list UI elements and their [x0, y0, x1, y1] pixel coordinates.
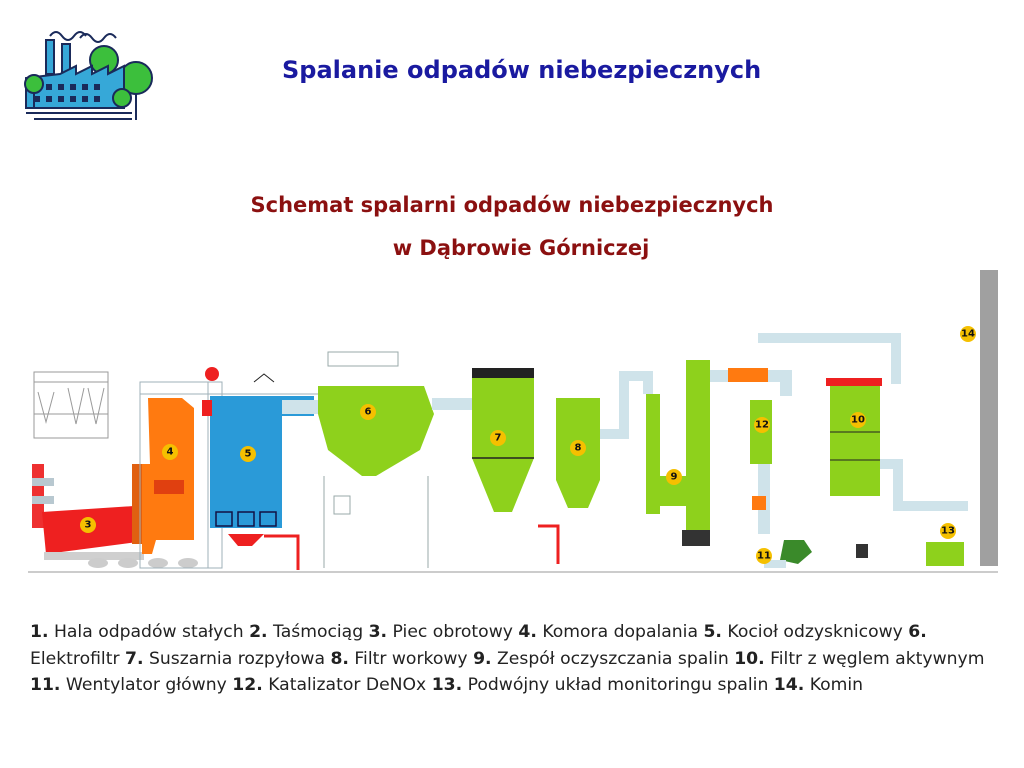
- page-title: Spalanie odpadów niebezpiecznych: [282, 56, 762, 84]
- legend-number: 1.: [30, 622, 49, 642]
- legend-text: Suszarnia rozpyłowa: [143, 648, 331, 669]
- legend-text: Hala odpadów stałych: [48, 622, 250, 642]
- label-4: [162, 444, 178, 460]
- legend-text: Filtr workowy: [348, 648, 474, 669]
- legend-text: Komora dopalania: [536, 622, 704, 642]
- label-9: [666, 469, 682, 485]
- legend-text: Elektrofiltr: [30, 648, 125, 669]
- label-13: [940, 523, 956, 539]
- diagram-legend: [30, 619, 1010, 699]
- diagram-title-line1: Schemat spalarni odpadów niebezpiecznych: [250, 193, 774, 217]
- legend-text: Taśmociąg: [267, 622, 369, 642]
- heat-exchanger: [728, 368, 768, 382]
- legend-text: Kocioł odzysknicowy: [721, 622, 909, 642]
- gas-duct-7: [880, 464, 968, 506]
- activated-carbon-filter: [826, 378, 882, 558]
- legend-text: Piec obrotowy: [387, 622, 519, 642]
- legend-text: Wentylator główny: [60, 675, 233, 695]
- emission-monitoring: [926, 542, 964, 566]
- waste-heat-boiler: [202, 367, 314, 570]
- gas-duct-3: [600, 376, 648, 434]
- legend-number: 5.: [703, 622, 722, 642]
- svg-text:5: 5: [244, 448, 252, 460]
- legend-number: 9.: [473, 648, 492, 669]
- legend-text: Podwójny układ monitoringu spalin: [462, 675, 774, 695]
- svg-text:6: 6: [364, 406, 372, 418]
- svg-text:14: 14: [961, 328, 975, 340]
- label-14: [960, 326, 976, 342]
- label-8: [570, 440, 586, 456]
- legend-text: Filtr z węglem aktywnym: [764, 648, 985, 669]
- legend-text: Zespół oczyszczania spalin: [491, 648, 735, 669]
- afterburner-chamber: [132, 398, 194, 554]
- legend-number: 11.: [30, 675, 61, 695]
- label-12: [754, 417, 770, 433]
- legend-number: 10.: [734, 648, 765, 669]
- label-11: [756, 548, 772, 564]
- flue-gas-cleaning: [646, 360, 710, 546]
- legend-text: Komin: [804, 675, 864, 695]
- label-6: [360, 404, 376, 420]
- svg-text:12: 12: [755, 419, 769, 431]
- legend-text: Katalizator DeNOx: [262, 675, 432, 695]
- incineration-plant-diagram: [28, 264, 1004, 590]
- stack: [980, 270, 998, 566]
- electrostatic-precipitator: [318, 352, 434, 568]
- factory-logo-icon: [22, 22, 158, 122]
- legend-number: 7.: [124, 648, 144, 669]
- svg-text:3: 3: [84, 519, 92, 531]
- gas-duct-2: [432, 398, 472, 410]
- label-10: [850, 412, 866, 428]
- legend-number: 14.: [773, 675, 805, 695]
- svg-text:13: 13: [941, 525, 955, 537]
- svg-text:9: 9: [670, 471, 678, 483]
- svg-text:8: 8: [574, 442, 582, 454]
- diagram-title-line2: w Dąbrowie Górniczej: [392, 236, 650, 260]
- label-3: [80, 517, 96, 533]
- legend-number: 13.: [431, 675, 463, 695]
- gas-duct-1: [282, 400, 322, 414]
- legend-number: 8.: [330, 648, 349, 669]
- svg-text:7: 7: [494, 432, 502, 444]
- solid-waste-hall: [34, 372, 108, 438]
- legend-number: 2.: [249, 622, 268, 642]
- bag-filter: [538, 398, 600, 564]
- svg-text:10: 10: [851, 414, 865, 426]
- legend-number: 12.: [232, 675, 263, 695]
- svg-text:4: 4: [166, 446, 174, 458]
- legend-number: 3.: [368, 622, 388, 642]
- svg-text:11: 11: [757, 550, 771, 562]
- label-7: [490, 430, 506, 446]
- legend-number: 4.: [518, 622, 537, 642]
- legend-number: 6.: [908, 622, 927, 642]
- label-5: [240, 446, 256, 462]
